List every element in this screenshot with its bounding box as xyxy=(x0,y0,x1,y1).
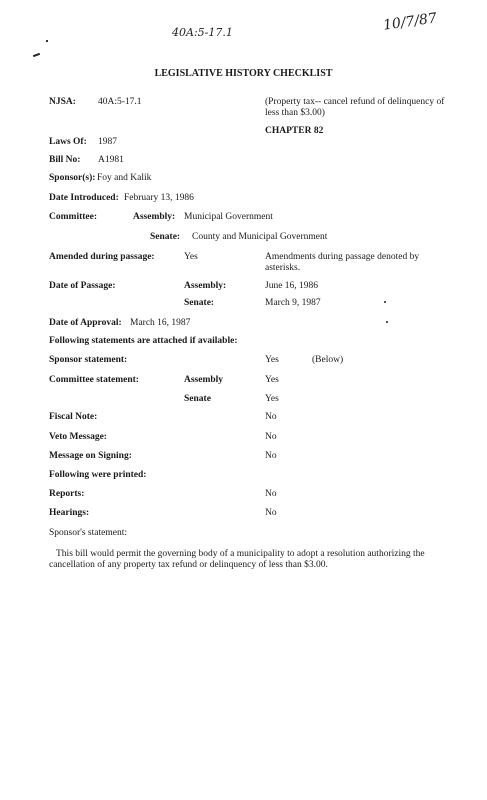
scan-speck xyxy=(384,301,386,303)
sponsors-value: Foy and Kalik xyxy=(97,173,152,183)
veto-message-label: Veto Message: xyxy=(49,432,107,442)
laws-of-label: Laws Of: xyxy=(49,137,87,147)
laws-of-value: 1987 xyxy=(98,137,117,147)
date-of-approval-value: March 16, 1987 xyxy=(130,318,191,328)
njsa-value: 40A:5-17.1 xyxy=(98,97,142,107)
amended-label: Amended during passage: xyxy=(49,252,155,262)
scan-speck xyxy=(386,321,388,323)
reports-label: Reports: xyxy=(49,489,85,499)
sponsor-statement-value: Yes xyxy=(265,355,279,365)
bill-no-value: A1981 xyxy=(98,155,124,165)
passage-senate-label: Senate: xyxy=(184,298,215,308)
sponsor-statement-label: Sponsor statement: xyxy=(49,355,128,365)
passage-assembly-label: Assembly: xyxy=(184,281,227,291)
handwritten-statute-number: 40A:5-17.1 xyxy=(172,26,233,39)
attached-statements-heading: Following statements are attached if available: xyxy=(49,336,238,346)
hearings-value: No xyxy=(265,508,277,518)
committee-assembly-value: Municipal Government xyxy=(184,212,273,222)
committee-statement-assembly-label: Assembly xyxy=(184,375,224,385)
committee-statement-senate-label: Senate xyxy=(184,394,211,404)
sponsors-label: Sponsor(s): xyxy=(49,173,96,183)
sponsors-statement-text: This bill would permit the governing body of a municipality to adopt a resolution authorizing the cancellation of any property tax refund or delinquency of less than $3.00. xyxy=(49,549,425,570)
message-on-signing-label: Message on Signing: xyxy=(49,451,132,461)
date-introduced-label: Date Introduced: xyxy=(49,193,119,203)
fiscal-note-value: No xyxy=(265,412,277,422)
chapter-number: CHAPTER 82 xyxy=(265,126,324,136)
date-introduced-value: February 13, 1986 xyxy=(124,193,194,203)
sponsor-statement-note: (Below) xyxy=(312,355,344,365)
veto-message-value: No xyxy=(265,432,277,442)
committee-senate-label: Senate: xyxy=(150,232,181,242)
committee-label: Committee: xyxy=(49,212,98,222)
amended-note: Amendments during passage denoted by asterisks. xyxy=(265,252,420,273)
bill-description: (Property tax-- cancel refund of delinquency of less than $3.00) xyxy=(265,97,445,118)
bill-no-label: Bill No: xyxy=(49,155,81,165)
page-title: LEGISLATIVE HISTORY CHECKLIST xyxy=(154,68,333,79)
passage-assembly-value: June 16, 1986 xyxy=(265,281,319,291)
printed-heading: Following were printed: xyxy=(49,470,147,480)
reports-value: No xyxy=(265,489,277,499)
hearings-label: Hearings: xyxy=(49,508,90,518)
pen-dot xyxy=(46,40,48,42)
date-of-approval-label: Date of Approval: xyxy=(49,318,122,328)
pen-mark xyxy=(33,53,40,57)
committee-senate-value: County and Municipal Government xyxy=(192,232,328,242)
fiscal-note-label: Fiscal Note: xyxy=(49,412,98,422)
committee-statement-assembly-value: Yes xyxy=(265,375,279,385)
passage-senate-value: March 9, 1987 xyxy=(265,298,321,308)
message-on-signing-value: No xyxy=(265,451,277,461)
committee-statement-label: Committee statement: xyxy=(49,375,139,385)
amended-value: Yes xyxy=(184,252,198,262)
committee-assembly-label: Assembly: xyxy=(133,212,176,222)
committee-statement-senate-value: Yes xyxy=(265,394,279,404)
sponsors-statement-label: Sponsor's statement: xyxy=(49,528,127,538)
njsa-label: NJSA: xyxy=(49,97,76,107)
handwritten-date: 10/7/87 xyxy=(382,10,438,34)
date-of-passage-label: Date of Passage: xyxy=(49,281,116,291)
